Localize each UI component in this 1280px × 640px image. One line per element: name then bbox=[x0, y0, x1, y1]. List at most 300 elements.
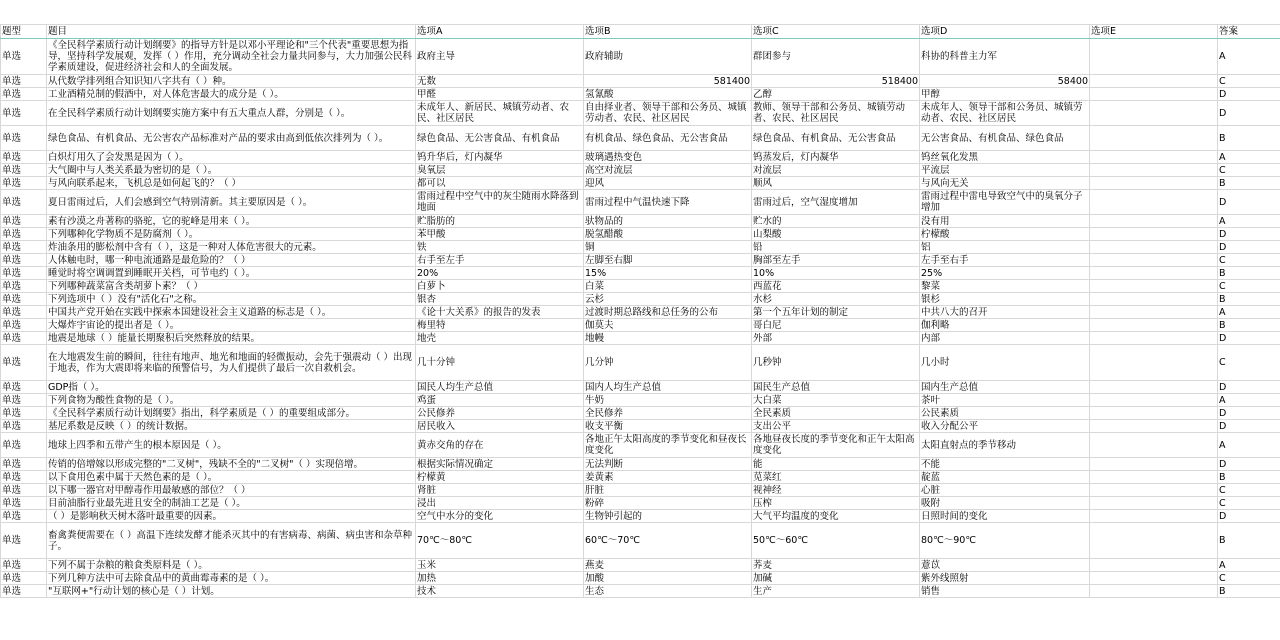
table-cell[interactable]: 技术 bbox=[416, 585, 584, 598]
table-cell[interactable]: 15% bbox=[584, 267, 752, 280]
table-cell[interactable]: 不能 bbox=[920, 458, 1090, 471]
table-cell[interactable] bbox=[1090, 39, 1218, 75]
table-cell[interactable]: 单选 bbox=[1, 215, 47, 228]
header-cell[interactable]: 题型 bbox=[1, 25, 47, 39]
table-cell[interactable]: 销售 bbox=[920, 585, 1090, 598]
table-cell[interactable] bbox=[1090, 319, 1218, 332]
question-sheet bbox=[0, 24, 1280, 598]
table-cell[interactable]: C bbox=[1218, 572, 1280, 585]
table-cell[interactable]: 铝 bbox=[920, 241, 1090, 254]
table-cell[interactable]: B bbox=[1218, 523, 1280, 559]
table-cell[interactable]: 几分钟 bbox=[584, 345, 752, 381]
table-cell[interactable]: 驮物品的 bbox=[584, 215, 752, 228]
table-cell[interactable]: 518400 bbox=[752, 75, 920, 88]
table-cell[interactable]: 畜禽粪便需要在（ ）高温下连续发酵才能杀灭其中的有害病毒、病菌、病虫害和杂草种子。 bbox=[47, 523, 416, 559]
table-cell[interactable]: 单选 bbox=[1, 190, 47, 215]
table-cell[interactable]: 下列哪种蔬菜富含类胡萝卜素？（ ） bbox=[47, 280, 416, 293]
table-cell[interactable]: 单选 bbox=[1, 88, 47, 101]
table-cell[interactable]: 单选 bbox=[1, 164, 47, 177]
table-cell[interactable]: 单选 bbox=[1, 433, 47, 458]
table-cell[interactable]: 各地正午太阳高度的季节变化和昼夜长度变化 bbox=[584, 433, 752, 458]
table-cell[interactable]: 在大地震发生前的瞬间，往往有地声、地光和地面的轻微振动，会先于强震动（ ）出现于地表，作为大震即将来临的预警信号，为人们提供了最后一次自救机会。 bbox=[47, 345, 416, 381]
table-cell[interactable] bbox=[1090, 332, 1218, 345]
table-row bbox=[1, 523, 1280, 559]
table-cell[interactable]: 公民素质 bbox=[920, 407, 1090, 420]
table-cell[interactable]: 政府主导 bbox=[416, 39, 584, 75]
table-cell[interactable]: "互联网+"行动计划的核心是（ ）计划。 bbox=[47, 585, 416, 598]
table-cell[interactable]: 玻璃遇热变色 bbox=[584, 151, 752, 164]
table-cell[interactable]: 单选 bbox=[1, 75, 47, 88]
table-cell[interactable]: 左脚至右脚 bbox=[584, 254, 752, 267]
table-row bbox=[1, 420, 1280, 433]
table-cell[interactable]: 教师、领导干部和公务员、城镇劳动者、农民、社区居民 bbox=[752, 101, 920, 126]
table-cell[interactable] bbox=[1090, 484, 1218, 497]
table-cell[interactable]: B bbox=[1218, 293, 1280, 306]
table-cell[interactable]: 苋菜红 bbox=[752, 471, 920, 484]
table-cell[interactable]: C bbox=[1218, 164, 1280, 177]
table-cell[interactable]: 无法判断 bbox=[584, 458, 752, 471]
table-cell[interactable]: D bbox=[1218, 407, 1280, 420]
table-cell[interactable]: 地壳 bbox=[416, 332, 584, 345]
table-cell[interactable]: 睡觉时将空调调置到睡眠开关档，可节电约（ ）。 bbox=[47, 267, 416, 280]
table-cell[interactable]: 迎风 bbox=[584, 177, 752, 190]
table-cell[interactable]: A bbox=[1218, 433, 1280, 458]
table-cell[interactable] bbox=[1090, 420, 1218, 433]
table-cell[interactable]: A bbox=[1218, 39, 1280, 75]
table-cell[interactable]: D bbox=[1218, 510, 1280, 523]
table-cell[interactable]: 单选 bbox=[1, 572, 47, 585]
table-cell[interactable]: 压榨 bbox=[752, 497, 920, 510]
table-cell[interactable]: 单选 bbox=[1, 559, 47, 572]
table-cell[interactable]: 空气中水分的变化 bbox=[416, 510, 584, 523]
table-cell[interactable]: 50℃～60℃ bbox=[752, 523, 920, 559]
table-cell[interactable]: C bbox=[1218, 497, 1280, 510]
table-cell[interactable]: 浸出 bbox=[416, 497, 584, 510]
table-cell[interactable]: 单选 bbox=[1, 345, 47, 381]
table-cell[interactable]: A bbox=[1218, 394, 1280, 407]
table-row bbox=[1, 345, 1280, 381]
table-cell[interactable]: 公民修养 bbox=[416, 407, 584, 420]
table-cell[interactable]: 对流层 bbox=[752, 164, 920, 177]
table-cell[interactable]: 过渡时期总路线和总任务的公布 bbox=[584, 306, 752, 319]
table-cell[interactable]: 右手至左手 bbox=[416, 254, 584, 267]
table-cell[interactable]: 中共八大的召开 bbox=[920, 306, 1090, 319]
table-cell[interactable]: 单选 bbox=[1, 407, 47, 420]
table-row bbox=[1, 572, 1280, 585]
table-cell[interactable]: 与风向无关 bbox=[920, 177, 1090, 190]
table-cell[interactable]: 绿色食品、无公害食品、有机食品 bbox=[416, 126, 584, 151]
table-cell[interactable]: 云杉 bbox=[584, 293, 752, 306]
table-cell[interactable]: 居民收入 bbox=[416, 420, 584, 433]
table-cell[interactable]: 地震是地球（ ）能量长期聚积后突然释放的结果。 bbox=[47, 332, 416, 345]
table-cell[interactable]: 581400 bbox=[584, 75, 752, 88]
table-cell[interactable]: 支出公平 bbox=[752, 420, 920, 433]
table-cell[interactable]: B bbox=[1218, 319, 1280, 332]
table-cell[interactable]: 贮脂肪的 bbox=[416, 215, 584, 228]
table-cell[interactable]: A bbox=[1218, 306, 1280, 319]
table-cell[interactable]: C bbox=[1218, 345, 1280, 381]
table-row bbox=[1, 306, 1280, 319]
table-cell[interactable]: D bbox=[1218, 458, 1280, 471]
table-cell[interactable]: 基尼系数是反映（ ）的统计数据。 bbox=[47, 420, 416, 433]
table-cell[interactable]: 山梨酸 bbox=[752, 228, 920, 241]
table-cell[interactable]: 下列选项中（ ）没有"活化石"之称。 bbox=[47, 293, 416, 306]
table-cell[interactable] bbox=[1090, 126, 1218, 151]
table-row bbox=[1, 267, 1280, 280]
table-cell[interactable]: 从代数学排列组合知识知八字共有（ ）种。 bbox=[47, 75, 416, 88]
table-cell[interactable] bbox=[1090, 215, 1218, 228]
table-cell[interactable]: 单选 bbox=[1, 394, 47, 407]
table-cell[interactable]: 心脏 bbox=[920, 484, 1090, 497]
table-cell[interactable]: 《全民科学素质行动计划纲要》的指导方针是以邓小平理论和"三个代表"重要思想为指导，坚持科学发展观，发挥（ ）作用，充分调动全社会力量共同参与，大力加强公民科学素质建设，促进经济社会和人的全面发展。 bbox=[47, 39, 416, 75]
table-cell[interactable]: D bbox=[1218, 332, 1280, 345]
table-cell[interactable]: 58400 bbox=[920, 75, 1090, 88]
table-cell[interactable]: 苯甲酸 bbox=[416, 228, 584, 241]
header-cell[interactable]: 题目 bbox=[47, 25, 416, 39]
table-cell[interactable]: 国内生产总值 bbox=[920, 381, 1090, 394]
table-cell[interactable]: 单选 bbox=[1, 39, 47, 75]
table-cell[interactable] bbox=[1090, 293, 1218, 306]
table-cell[interactable]: A bbox=[1218, 559, 1280, 572]
table-cell[interactable] bbox=[1090, 585, 1218, 598]
table-cell[interactable]: 雷雨过程中雷电导致空气中的臭氧分子增加 bbox=[920, 190, 1090, 215]
table-cell[interactable] bbox=[1090, 381, 1218, 394]
table-cell[interactable]: 单选 bbox=[1, 381, 47, 394]
table-cell[interactable]: 炸油条用的膨松剂中含有（ ），这是一种对人体危害很大的元素。 bbox=[47, 241, 416, 254]
table-cell[interactable]: 下列哪种化学物质不是防腐剂（ ）。 bbox=[47, 228, 416, 241]
table-cell[interactable]: 胸部至左手 bbox=[752, 254, 920, 267]
table-cell[interactable]: 铅 bbox=[752, 241, 920, 254]
table-cell[interactable]: 太阳直射点的季节移动 bbox=[920, 433, 1090, 458]
table-cell[interactable]: 视神经 bbox=[752, 484, 920, 497]
table-cell[interactable]: 大气圈中与人类关系最为密切的是（ ）。 bbox=[47, 164, 416, 177]
table-row bbox=[1, 177, 1280, 190]
table-cell[interactable]: 伽莫夫 bbox=[584, 319, 752, 332]
table-cell[interactable]: B bbox=[1218, 267, 1280, 280]
table-cell[interactable]: 单选 bbox=[1, 306, 47, 319]
table-cell[interactable]: 国内人均生产总值 bbox=[584, 381, 752, 394]
table-cell[interactable]: 单选 bbox=[1, 293, 47, 306]
table-row bbox=[1, 241, 1280, 254]
table-row bbox=[1, 497, 1280, 510]
table-cell[interactable] bbox=[1090, 228, 1218, 241]
table-cell[interactable]: 有机食品、绿色食品、无公害食品 bbox=[584, 126, 752, 151]
table-cell[interactable]: 西蓝花 bbox=[752, 280, 920, 293]
table-cell[interactable]: 夏日雷雨过后，人们会感到空气特别清新。其主要原因是（ ）。 bbox=[47, 190, 416, 215]
table-cell[interactable]: 单选 bbox=[1, 585, 47, 598]
table-cell[interactable]: 与风向联系起来，飞机总是如何起飞的？（ ） bbox=[47, 177, 416, 190]
table-cell[interactable] bbox=[1090, 510, 1218, 523]
table-cell[interactable]: 外部 bbox=[752, 332, 920, 345]
table-cell[interactable]: 单选 bbox=[1, 267, 47, 280]
table-cell[interactable]: 肾脏 bbox=[416, 484, 584, 497]
table-cell[interactable]: B bbox=[1218, 585, 1280, 598]
table-cell[interactable]: 未成年人、领导干部和公务员、城镇劳动者、农民、社区居民 bbox=[920, 101, 1090, 126]
table-cell[interactable]: 在全民科学素质行动计划纲要实施方案中有五大重点人群，分别是（ ）。 bbox=[47, 101, 416, 126]
table-cell[interactable] bbox=[1090, 345, 1218, 381]
table-cell[interactable]: 钨升华后，灯内凝华 bbox=[416, 151, 584, 164]
table-cell[interactable]: 生物钟引起的 bbox=[584, 510, 752, 523]
table-cell[interactable]: 无数 bbox=[416, 75, 584, 88]
table-cell[interactable]: 生产 bbox=[752, 585, 920, 598]
table-cell[interactable]: 日照时间的变化 bbox=[920, 510, 1090, 523]
table-cell[interactable] bbox=[1090, 523, 1218, 559]
table-cell[interactable]: 群团参与 bbox=[752, 39, 920, 75]
table-cell[interactable]: 自由择业者、领导干部和公务员、城镇劳动者、农民、社区居民 bbox=[584, 101, 752, 126]
table-cell[interactable]: 白菜 bbox=[584, 280, 752, 293]
table-row bbox=[1, 228, 1280, 241]
table-cell[interactable]: 科协的科普主力军 bbox=[920, 39, 1090, 75]
table-cell[interactable]: 雷雨过程中气温快速下降 bbox=[584, 190, 752, 215]
table-cell[interactable]: 单选 bbox=[1, 101, 47, 126]
table-cell[interactable] bbox=[1090, 497, 1218, 510]
table-cell[interactable]: 大爆炸宇宙论的提出者是（ ）。 bbox=[47, 319, 416, 332]
table-cell[interactable]: 第一个五年计划的制定 bbox=[752, 306, 920, 319]
table-row bbox=[1, 293, 1280, 306]
table-cell[interactable]: 单选 bbox=[1, 280, 47, 293]
table-cell[interactable]: D bbox=[1218, 101, 1280, 126]
table-cell[interactable]: 单选 bbox=[1, 484, 47, 497]
table-cell[interactable]: （ ）是影响秋天树木落叶最重要的因素。 bbox=[47, 510, 416, 523]
table-cell[interactable]: D bbox=[1218, 241, 1280, 254]
table-cell[interactable]: 素有沙漠之舟著称的骆驼，它的驼峰是用来（ ）。 bbox=[47, 215, 416, 228]
table-cell[interactable]: A bbox=[1218, 151, 1280, 164]
table-cell[interactable]: B bbox=[1218, 126, 1280, 151]
table-cell[interactable]: C bbox=[1218, 254, 1280, 267]
table-cell[interactable] bbox=[1090, 190, 1218, 215]
table-cell[interactable]: 黄赤交角的存在 bbox=[416, 433, 584, 458]
table-cell[interactable]: 单选 bbox=[1, 420, 47, 433]
header-cell[interactable]: 选项A bbox=[416, 25, 584, 39]
table-cell[interactable]: 单选 bbox=[1, 151, 47, 164]
table-row bbox=[1, 332, 1280, 345]
table-cell[interactable] bbox=[1090, 101, 1218, 126]
table-cell[interactable]: 单选 bbox=[1, 228, 47, 241]
table-cell[interactable] bbox=[1090, 458, 1218, 471]
table-cell[interactable]: 各地昼夜长度的季节变化和正午太阳高度变化 bbox=[752, 433, 920, 458]
table-cell[interactable]: 全民素质 bbox=[752, 407, 920, 420]
table-cell[interactable]: 没有用 bbox=[920, 215, 1090, 228]
table-cell[interactable]: 大气平均温度的变化 bbox=[752, 510, 920, 523]
table-cell[interactable] bbox=[1090, 267, 1218, 280]
table-cell[interactable] bbox=[1090, 559, 1218, 572]
header-row bbox=[1, 25, 1280, 39]
table-cell[interactable] bbox=[1090, 407, 1218, 420]
table-cell[interactable]: 钨丝氧化发黑 bbox=[920, 151, 1090, 164]
table-cell[interactable]: 20% bbox=[416, 267, 584, 280]
table-cell[interactable]: D bbox=[1218, 420, 1280, 433]
table-cell[interactable]: 单选 bbox=[1, 177, 47, 190]
table-cell[interactable]: 收支平衡 bbox=[584, 420, 752, 433]
table-cell[interactable] bbox=[1090, 177, 1218, 190]
header-cell[interactable]: 选项D bbox=[920, 25, 1090, 39]
table-cell[interactable]: 单选 bbox=[1, 497, 47, 510]
table-row bbox=[1, 151, 1280, 164]
table-cell[interactable] bbox=[1090, 88, 1218, 101]
table-cell[interactable]: 水杉 bbox=[752, 293, 920, 306]
table-cell[interactable]: 目前油脂行业最先进且安全的制油工艺是（ ）。 bbox=[47, 497, 416, 510]
table-cell[interactable]: 下列不属于杂粮的粮食类原料是（ ）。 bbox=[47, 559, 416, 572]
table-cell[interactable]: 柠檬黄 bbox=[416, 471, 584, 484]
table-cell[interactable] bbox=[1090, 164, 1218, 177]
table-row bbox=[1, 215, 1280, 228]
table-cell[interactable]: 全民修养 bbox=[584, 407, 752, 420]
header-cell[interactable]: 选项E bbox=[1090, 25, 1218, 39]
table-cell[interactable]: 乙醇 bbox=[752, 88, 920, 101]
table-cell[interactable]: 都可以 bbox=[416, 177, 584, 190]
table-cell[interactable]: 工业酒精兑制的假酒中，对人体危害最大的成分是（ ）。 bbox=[47, 88, 416, 101]
table-cell[interactable]: 绿色食品、有机食品、无公害农产品标准对产品的要求由高到低依次排列为（ ）。 bbox=[47, 126, 416, 151]
table-cell[interactable]: 70℃～80℃ bbox=[416, 523, 584, 559]
table-cell[interactable]: 伽利略 bbox=[920, 319, 1090, 332]
table-cell[interactable] bbox=[1090, 75, 1218, 88]
table-cell[interactable]: 10% bbox=[752, 267, 920, 280]
table-cell[interactable]: C bbox=[1218, 280, 1280, 293]
table-cell[interactable] bbox=[1090, 394, 1218, 407]
header-cell[interactable]: 选项B bbox=[584, 25, 752, 39]
table-cell[interactable]: 单选 bbox=[1, 510, 47, 523]
table-cell[interactable] bbox=[1090, 254, 1218, 267]
table-cell[interactable]: 甲醇 bbox=[920, 88, 1090, 101]
table-row bbox=[1, 101, 1280, 126]
table-cell[interactable]: 顺风 bbox=[752, 177, 920, 190]
table-row bbox=[1, 471, 1280, 484]
table-cell[interactable]: 臭氧层 bbox=[416, 164, 584, 177]
table-cell[interactable]: B bbox=[1218, 177, 1280, 190]
table-cell[interactable]: 薏苡 bbox=[920, 559, 1090, 572]
table-cell[interactable]: D bbox=[1218, 88, 1280, 101]
table-cell[interactable]: D bbox=[1218, 190, 1280, 215]
table-cell[interactable]: 几秒钟 bbox=[752, 345, 920, 381]
table-cell[interactable]: 下列几种方法中可去除食品中的黄曲霉毒素的是（ ）。 bbox=[47, 572, 416, 585]
table-cell[interactable]: 平流层 bbox=[920, 164, 1090, 177]
table-cell[interactable]: 大白菜 bbox=[752, 394, 920, 407]
table-cell[interactable]: 单选 bbox=[1, 254, 47, 267]
table-cell[interactable]: 茶叶 bbox=[920, 394, 1090, 407]
table-row bbox=[1, 484, 1280, 497]
table-cell[interactable]: 哥白尼 bbox=[752, 319, 920, 332]
table-row bbox=[1, 559, 1280, 572]
table-cell[interactable]: C bbox=[1218, 484, 1280, 497]
table-cell[interactable]: 《论十大关系》的报告的发表 bbox=[416, 306, 584, 319]
table-cell[interactable]: 梅里特 bbox=[416, 319, 584, 332]
table-cell[interactable]: 燕麦 bbox=[584, 559, 752, 572]
table-cell[interactable]: 吸附 bbox=[920, 497, 1090, 510]
table-cell[interactable]: 单选 bbox=[1, 332, 47, 345]
table-cell[interactable]: A bbox=[1218, 215, 1280, 228]
table-cell[interactable]: 收入分配公平 bbox=[920, 420, 1090, 433]
table-cell[interactable] bbox=[1090, 151, 1218, 164]
table-cell[interactable]: B bbox=[1218, 471, 1280, 484]
table-cell[interactable]: 加热 bbox=[416, 572, 584, 585]
table-cell[interactable]: 靛蓝 bbox=[920, 471, 1090, 484]
table-cell[interactable]: 紫外线照射 bbox=[920, 572, 1090, 585]
table-cell[interactable]: 地球上四季和五带产生的根本原因是（ ）。 bbox=[47, 433, 416, 458]
table-cell[interactable]: 几小时 bbox=[920, 345, 1090, 381]
table-cell[interactable]: 加酸 bbox=[584, 572, 752, 585]
table-cell[interactable] bbox=[1090, 471, 1218, 484]
table-cell[interactable]: 白炽灯用久了会发黑是因为（ ）。 bbox=[47, 151, 416, 164]
table-cell[interactable]: 左手至右手 bbox=[920, 254, 1090, 267]
table-cell[interactable]: 荞麦 bbox=[752, 559, 920, 572]
table-cell[interactable]: 银杉 bbox=[920, 293, 1090, 306]
table-cell[interactable]: 未成年人、新居民、城镇劳动者、农民、社区居民 bbox=[416, 101, 584, 126]
table-cell[interactable]: 高空对流层 bbox=[584, 164, 752, 177]
table-cell[interactable]: 铜 bbox=[584, 241, 752, 254]
table-cell[interactable]: 下列食物为酸性食物的是（ ）。 bbox=[47, 394, 416, 407]
table-cell[interactable]: 钨蒸发后，灯内凝华 bbox=[752, 151, 920, 164]
table-cell[interactable]: 25% bbox=[920, 267, 1090, 280]
header-cell[interactable]: 选项C bbox=[752, 25, 920, 39]
table-cell[interactable]: 雷雨过后，空气湿度增加 bbox=[752, 190, 920, 215]
table-cell[interactable]: 加碱 bbox=[752, 572, 920, 585]
table-cell[interactable]: 玉米 bbox=[416, 559, 584, 572]
table-cell[interactable]: D bbox=[1218, 228, 1280, 241]
table-cell[interactable] bbox=[1090, 572, 1218, 585]
table-cell[interactable]: 白萝卜 bbox=[416, 280, 584, 293]
table-cell[interactable]: 脱氢醋酸 bbox=[584, 228, 752, 241]
table-cell[interactable]: 单选 bbox=[1, 471, 47, 484]
table-cell[interactable]: 地幔 bbox=[584, 332, 752, 345]
table-cell[interactable]: 《全民科学素质行动计划纲要》指出，科学素质是（ ）的重要组成部分。 bbox=[47, 407, 416, 420]
header-cell[interactable]: 答案 bbox=[1218, 25, 1280, 39]
table-cell[interactable] bbox=[1090, 280, 1218, 293]
table-cell[interactable]: 内部 bbox=[920, 332, 1090, 345]
table-cell[interactable]: 黎菜 bbox=[920, 280, 1090, 293]
table-cell[interactable]: 传销的倍增嫁以形成完整的"二叉树"，残缺不全的"二叉树"（ ）实现倍增。 bbox=[47, 458, 416, 471]
table-cell[interactable]: 以下哪一器官对甲醇毒作用最敏感的部位？（ ） bbox=[47, 484, 416, 497]
table-cell[interactable]: 几十分钟 bbox=[416, 345, 584, 381]
table-cell[interactable]: 中国共产党开始在实践中探索本国建设社会主义道路的标志是（ ）。 bbox=[47, 306, 416, 319]
table-cell[interactable]: D bbox=[1218, 381, 1280, 394]
table-cell[interactable]: 姜黄素 bbox=[584, 471, 752, 484]
table-cell[interactable]: 无公害食品、有机食品、绿色食品 bbox=[920, 126, 1090, 151]
table-cell[interactable]: 肝脏 bbox=[584, 484, 752, 497]
table-cell[interactable]: 雷雨过程中空气中的灰尘随雨水降落到地面 bbox=[416, 190, 584, 215]
table-cell[interactable]: 粉碎 bbox=[584, 497, 752, 510]
table-cell[interactable]: 鸡蛋 bbox=[416, 394, 584, 407]
table-cell[interactable]: 能 bbox=[752, 458, 920, 471]
table-cell[interactable]: 柠檬酸 bbox=[920, 228, 1090, 241]
table-cell[interactable]: C bbox=[1218, 75, 1280, 88]
table-cell[interactable]: 生态 bbox=[584, 585, 752, 598]
table-cell[interactable] bbox=[1090, 433, 1218, 458]
table-cell[interactable]: 单选 bbox=[1, 458, 47, 471]
table-cell[interactable]: 80℃～90℃ bbox=[920, 523, 1090, 559]
table-cell[interactable]: 铁 bbox=[416, 241, 584, 254]
table-cell[interactable]: 甲醛 bbox=[416, 88, 584, 101]
table-cell[interactable]: 国民生产总值 bbox=[752, 381, 920, 394]
table-cell[interactable]: 牛奶 bbox=[584, 394, 752, 407]
table-cell[interactable]: 根据实际情况确定 bbox=[416, 458, 584, 471]
table-cell[interactable]: 贮水的 bbox=[752, 215, 920, 228]
table-cell[interactable] bbox=[1090, 241, 1218, 254]
table-cell[interactable]: 单选 bbox=[1, 319, 47, 332]
table-cell[interactable]: 人体触电时，哪一种电流通路是最危险的？（ ） bbox=[47, 254, 416, 267]
table-cell[interactable]: 单选 bbox=[1, 523, 47, 559]
table-cell[interactable]: 银杏 bbox=[416, 293, 584, 306]
table-cell[interactable]: 以下食用色素中属于天然色素的是（ ）。 bbox=[47, 471, 416, 484]
table-cell[interactable]: 60℃～70℃ bbox=[584, 523, 752, 559]
table-cell[interactable]: 单选 bbox=[1, 241, 47, 254]
table-cell[interactable]: 政府辅助 bbox=[584, 39, 752, 75]
table-cell[interactable]: 单选 bbox=[1, 126, 47, 151]
table-cell[interactable]: GDP指（ ）。 bbox=[47, 381, 416, 394]
table-cell[interactable]: 国民人均生产总值 bbox=[416, 381, 584, 394]
table-cell[interactable] bbox=[1090, 306, 1218, 319]
table-cell[interactable]: 氢氰酸 bbox=[584, 88, 752, 101]
table-cell[interactable]: 绿色食品、有机食品、无公害食品 bbox=[752, 126, 920, 151]
